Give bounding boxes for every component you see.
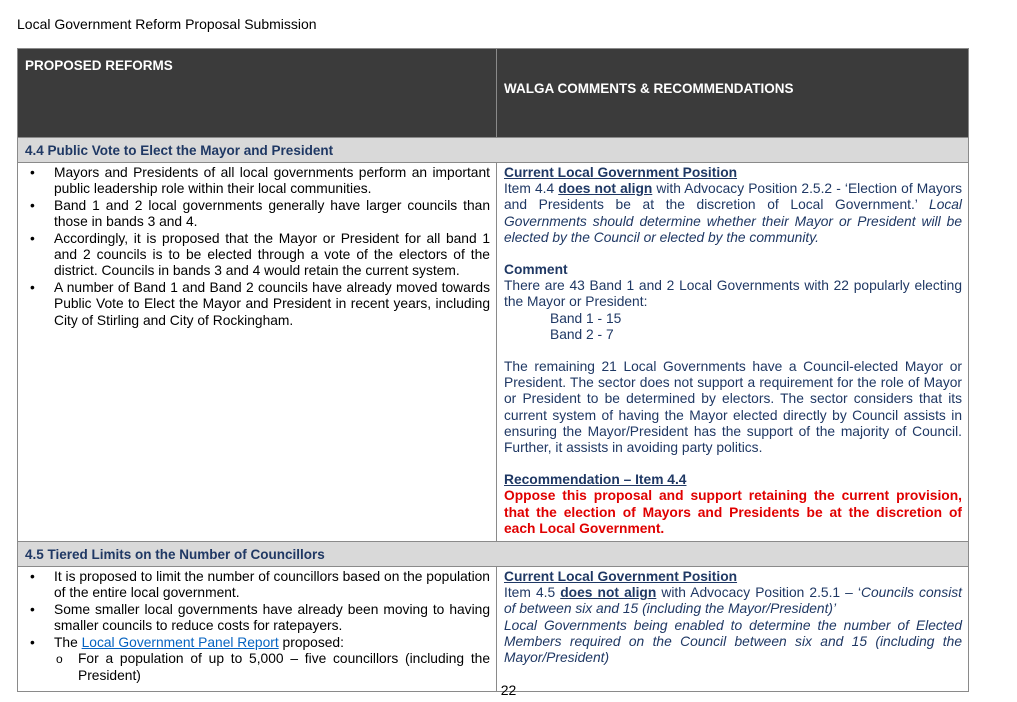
position-pre: Item 4.4 xyxy=(504,181,559,197)
does-not-align: does not align xyxy=(558,181,653,197)
band1-count: Band 1 - 15 xyxy=(550,310,622,326)
list-item: • A number of Band 1 and Band 2 councils have already moved towards Public Vote to Elect the Mayor and President in recent years, including City of Stirling and City of Rockingham. xyxy=(54,280,490,329)
page-number: 22 xyxy=(500,682,517,698)
header-walga-comments: WALGA COMMENTS & RECOMMENDATIONS xyxy=(497,49,969,138)
position-italic: Councils consist of between six and 15 (including the Mayor/President)’ xyxy=(504,585,962,617)
section-row-4-4 xyxy=(18,138,969,163)
section-title-4-4: 4.4 Public Vote to Elect the Mayor and President xyxy=(18,138,969,163)
proposal-cell-4-4 xyxy=(18,163,497,542)
recommendation-heading: Recommendation – Item 4.4 xyxy=(504,472,687,488)
comment-text: There are 43 Band 1 and 2 Local Governments with 22 popularly electing the Mayor or President: xyxy=(504,278,962,310)
proposal-list-4-4 xyxy=(24,165,490,329)
position-italic-2: Local Governments being enabled to determine the number of Elected Members required on the Council between six and 15 (including the Mayor/President) xyxy=(504,617,962,666)
comments-cell-4-4 xyxy=(497,163,969,542)
document-title: Local Government Reform Proposal Submission xyxy=(17,16,317,32)
content-row-4-5 xyxy=(18,567,969,692)
does-not-align: does not align xyxy=(560,585,657,601)
bullet3-pre: The xyxy=(54,634,82,650)
list-item xyxy=(54,635,490,684)
list-item: • Some smaller local governments have already been moving to having smaller councils to reduce costs for ratepayers. xyxy=(54,602,490,635)
list-item: • Band 1 and 2 local governments generally have larger councils than those in bands 3 and 4. xyxy=(54,198,490,231)
reforms-table xyxy=(17,48,969,692)
bullet3-post: proposed: xyxy=(278,634,344,650)
comment-text-2: The remaining 21 Local Governments have a Council-elected Mayor or President. The sector does not support a requirement for the role of Mayor or President to be determined by electors. The sector considers that its current system of having the Mayor elected directly by Council assists in ensuring the Mayor/President has the support of the majority of Council. Further, it assists in avoiding party politics. xyxy=(504,359,962,456)
section-title-4-5: 4.5 Tiered Limits on the Number of Councillors xyxy=(18,542,969,567)
list-item: • It is proposed to limit the number of councillors based on the population of the entire local government. xyxy=(54,569,490,602)
position-text-4-5 xyxy=(504,585,962,617)
list-item: • Accordingly, it is proposed that the Mayor or President for all band 1 and 2 councils is to be elected through a vote of the electors of the district. Councils in bands 3 and 4 would retain the current system. xyxy=(54,231,490,280)
position-mid: with Advocacy Position 2.5.1 – ‘ xyxy=(656,585,862,601)
panel-report-link[interactable]: Local Government Panel Report xyxy=(81,634,279,650)
position-heading-4-5: Current Local Government Position xyxy=(504,569,738,585)
section-row-4-5 xyxy=(18,542,969,567)
position-text-4-4 xyxy=(504,181,962,246)
comment-heading: Comment xyxy=(504,262,568,278)
content-row-4-4 xyxy=(18,163,969,542)
proposal-list-4-5 xyxy=(24,569,490,684)
header-proposed-reforms: PROPOSED REFORMS xyxy=(18,49,497,138)
comments-cell-4-5 xyxy=(497,567,969,692)
position-mid: with Advocacy Position 2.5.2 - ‘Election of Mayors and Presidents be at the discretion of Local Government.’ xyxy=(504,181,962,213)
list-item: • Mayors and Presidents of all local governments perform an important public leadership role within their local communities. xyxy=(54,165,490,198)
position-italic: Local Governments should determine whether their Mayor or President will be elected by the Council or elected by the community. xyxy=(504,197,962,245)
recommendation-text: Oppose this proposal and support retaining the current provision, that the election of Mayors and Presidents be at the discretion of each Local Government. xyxy=(504,488,962,536)
sub-list xyxy=(54,651,490,684)
proposal-cell-4-5 xyxy=(18,567,497,692)
table-header-row xyxy=(18,49,969,138)
band2-count: Band 2 - 7 xyxy=(550,326,614,342)
position-pre: Item 4.5 xyxy=(504,585,561,601)
position-heading-4-4: Current Local Government Position xyxy=(504,165,738,180)
list-item: o For a population of up to 5,000 – five councillors (including the President) xyxy=(78,651,490,684)
